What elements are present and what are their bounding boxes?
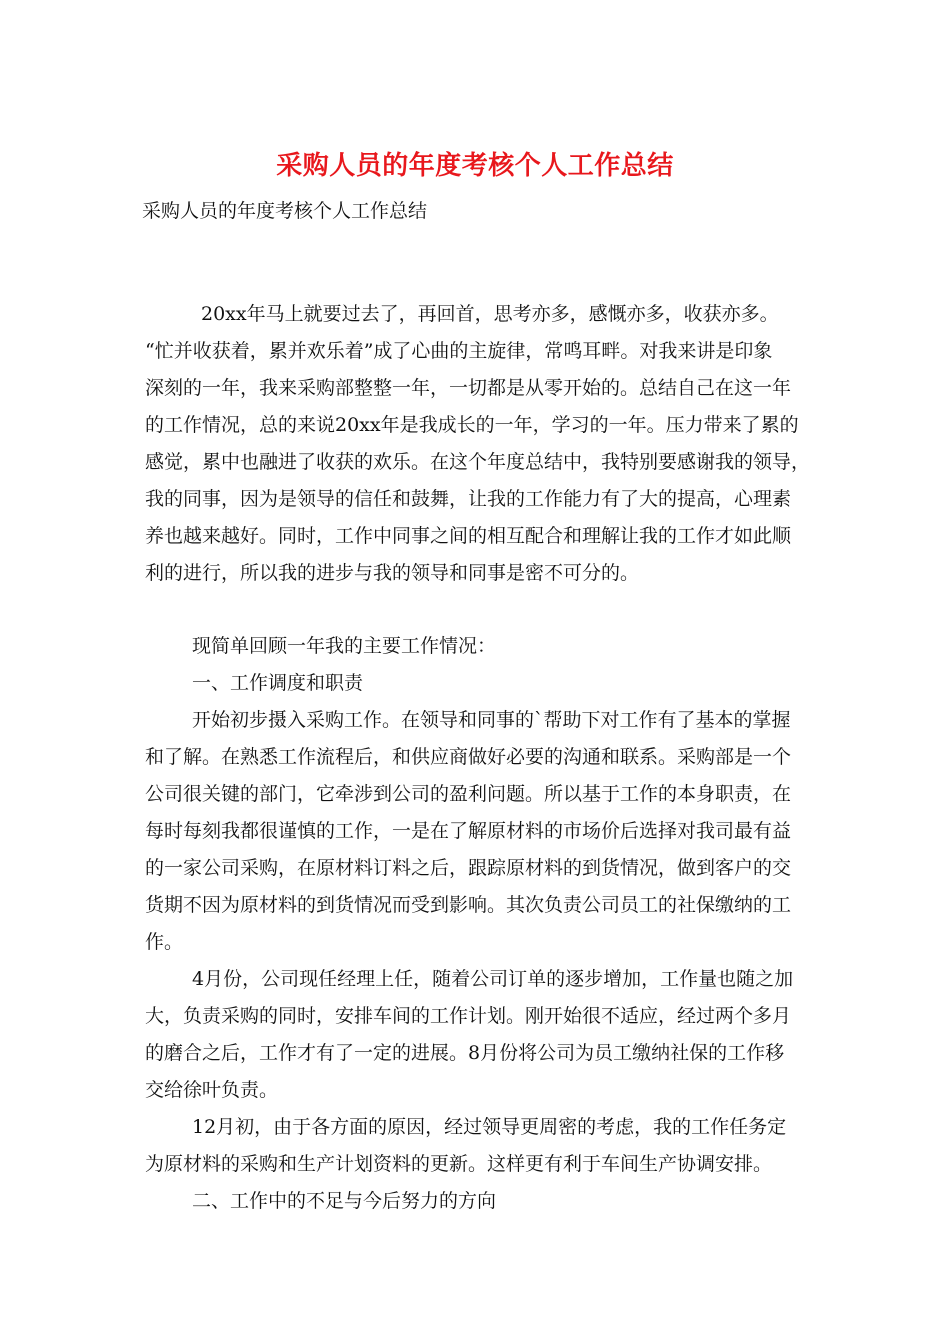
work-review-section bbox=[145, 628, 805, 1220]
document-subtitle: 采购人员的年度考核个人工作总结 bbox=[142, 200, 428, 222]
paragraph-line: 12月初，由于各方面的原因，经过领导更周密的考虑，我的工作任务定 bbox=[192, 1116, 787, 1138]
paragraph-line: 为原材料的采购和生产计划资料的更新。这样更有利于车间生产协调安排。 bbox=[145, 1153, 773, 1175]
paragraph-line: 养也越来越好。同时，工作中同事之间的相互配合和理解让我的工作才如此顺 bbox=[145, 525, 792, 547]
document-title: 采购人员的年度考核个人工作总结 bbox=[276, 151, 674, 181]
paragraph-line: 每时每刻我都很谨慎的工作，一是在了解原材料的市场价后选择对我司最有益 bbox=[145, 820, 792, 842]
paragraph-line: 20xx年马上就要过去了，再回首，思考亦多，感慨亦多，收获亦多。 bbox=[201, 303, 779, 325]
paragraph-line: 货期不因为原材料的到货情况而受到影响。其次负责公司员工的社保缴纳的工 bbox=[145, 894, 792, 916]
paragraph-line: 大，负责采购的同时，安排车间的工作计划。刚开始很不适应，经过两个多月 bbox=[145, 1005, 792, 1027]
paragraph-line: 的一家公司采购，在原材料订料之后，跟踪原材料的到货情况，做到客户的交 bbox=[145, 857, 792, 879]
paragraph-line: 交给徐叶负责。 bbox=[145, 1079, 279, 1101]
paragraph-line: 我的同事，因为是领导的信任和鼓舞，让我的工作能力有了大的提高，心理素 bbox=[145, 488, 792, 510]
paragraph-line: 感觉，累中也融进了收获的欢乐。在这个年度总结中，我特别要感谢我的领导， bbox=[145, 451, 811, 473]
intro-paragraph bbox=[145, 296, 811, 592]
paragraph-line: 4月份，公司现任经理上任，随着公司订单的逐步增加，工作量也随之加 bbox=[192, 968, 794, 990]
paragraph-line: 开始初步摄入采购工作。在领导和同事的`帮助下对工作有了基本的掌握 bbox=[192, 709, 791, 731]
section-heading-1: 一、工作调度和职责 bbox=[192, 672, 364, 694]
section-heading-2: 二、工作中的不足与今后努力的方向 bbox=[192, 1190, 497, 1212]
paragraph-line: “忙并收获着，累并欢乐着”成了心曲的主旋律，常鸣耳畔。对我来讲是印象 bbox=[145, 340, 773, 362]
paragraph-line: 公司很关键的部门，它牵涉到公司的盈利问题。所以基于工作的本身职责，在 bbox=[145, 783, 792, 805]
paragraph-line: 的工作情况，总的来说20xx年是我成长的一年，学习的一年。压力带来了累的 bbox=[145, 414, 799, 436]
review-intro: 现简单回顾一年我的主要工作情况： bbox=[192, 635, 497, 657]
paragraph-line: 作。 bbox=[145, 931, 184, 953]
paragraph-line: 的磨合之后，工作才有了一定的进展。8月份将公司为员工缴纳社保的工作移 bbox=[145, 1042, 785, 1064]
paragraph-line: 和了解。在熟悉工作流程后，和供应商做好必要的沟通和联系。采购部是一个 bbox=[145, 746, 792, 768]
paragraph-line: 深刻的一年，我来采购部整整一年，一切都是从零开始的。总结自己在这一年 bbox=[145, 377, 792, 399]
paragraph-line: 利的进行，所以我的进步与我的领导和同事是密不可分的。 bbox=[145, 562, 640, 584]
